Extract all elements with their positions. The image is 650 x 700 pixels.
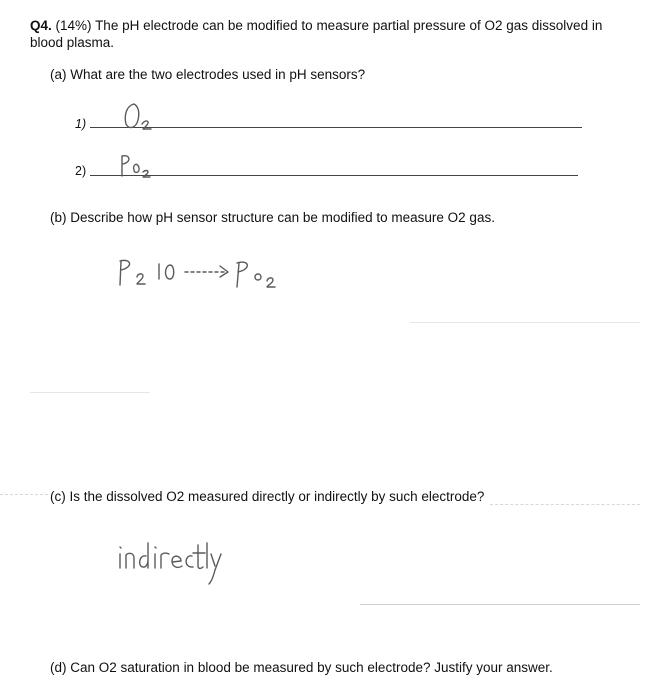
part-b-answer-handwriting xyxy=(115,255,295,291)
part-a-answer1-handwriting xyxy=(120,100,160,132)
scan-artifact xyxy=(410,322,640,323)
part-a-answer2-handwriting xyxy=(118,152,158,180)
part-c-prompt: (c) Is the dissolved O2 measured directly or indirectly by such electrode? xyxy=(50,489,485,504)
part-a-item1-label: 1) xyxy=(75,117,87,131)
question-weight: (14%) xyxy=(55,18,92,33)
scan-artifact xyxy=(360,604,640,605)
scan-artifact xyxy=(0,494,48,495)
question-text: The pH electrode can be modified to measure partial pressure of O2 gas dissolved in blood plasma. xyxy=(30,18,603,50)
question-header xyxy=(30,17,620,51)
question-number: Q4. xyxy=(30,18,52,33)
scan-artifact xyxy=(490,504,640,505)
part-d-prompt: (d) Can O2 saturation in blood be measured by such electrode? Justify your answer. xyxy=(50,660,553,675)
part-b-prompt: (b) Describe how pH sensor structure can be modified to measure O2 gas. xyxy=(50,210,495,225)
part-c-answer-handwriting xyxy=(115,540,225,586)
part-a-prompt: (a) What are the two electrodes used in pH sensors? xyxy=(50,67,366,82)
part-a-answer2-line xyxy=(90,175,578,176)
scan-artifact xyxy=(30,392,150,393)
part-a-answer1-line xyxy=(90,127,582,128)
part-a-item2-label: 2) xyxy=(75,164,87,178)
